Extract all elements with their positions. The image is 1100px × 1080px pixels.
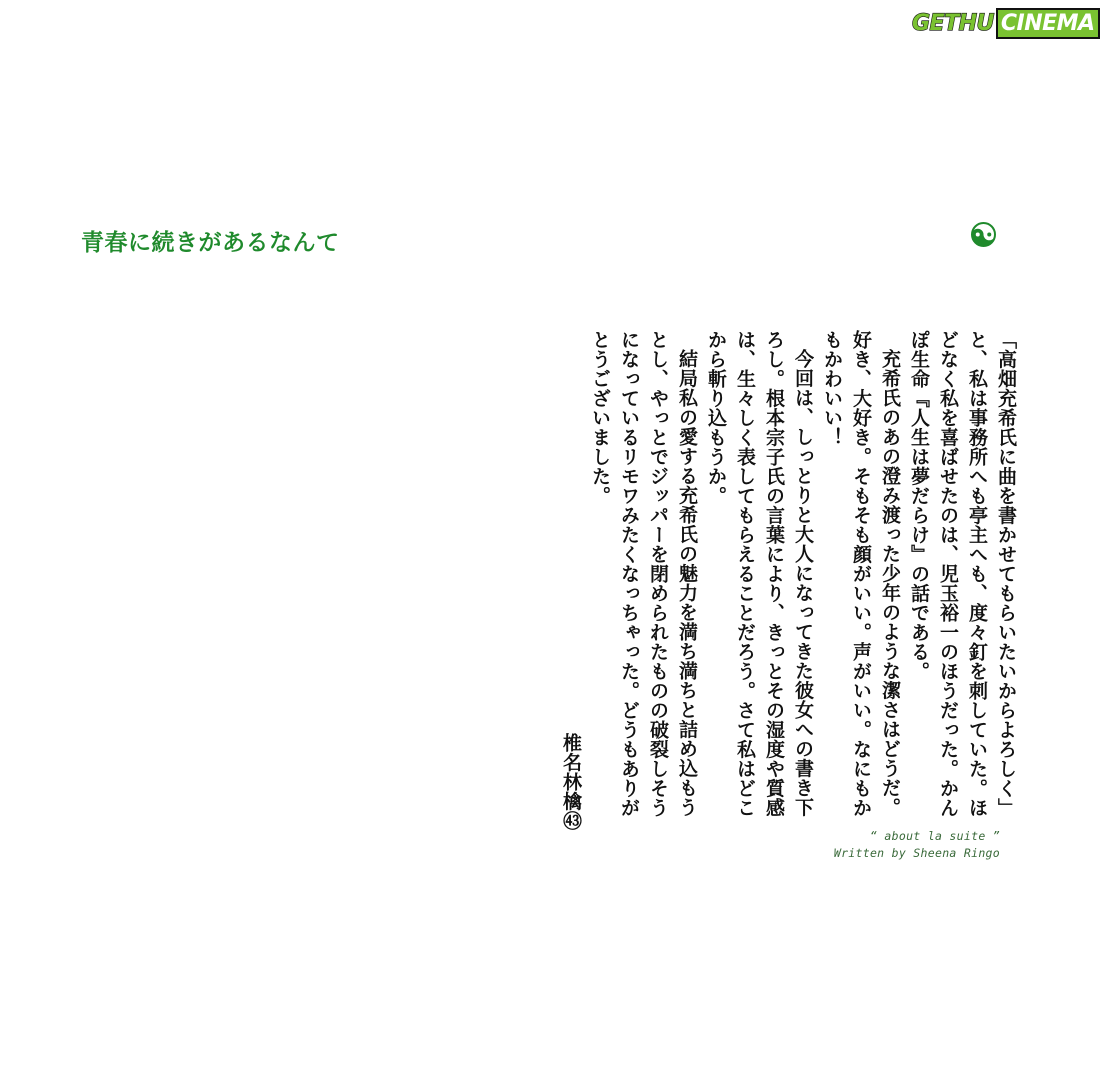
gethu-cinema-logo [912,4,1095,42]
credit-line-author: Written by Sheena Ringo [833,846,1000,860]
essay-paragraph-3: 今回は、しっとりと大人になってきた彼女への書き下ろし。根本宗子氏の言葉により、きっとその湿度や質感は、生々しく表してもらえることだろう。さて私はどこから斬り込もうか。 [705,330,814,818]
author-signature: 椎名林檎㊸ [560,732,582,830]
logo-text-secondary: CINEMA [996,8,1100,39]
essay-body [556,330,1020,830]
logo-text-primary: GETHU [912,10,994,36]
page-title: 青春に続きがあるなんて [81,229,340,256]
yin-yang-icon [971,222,996,247]
essay-paragraph-1: 「高畑充希氏に曲を書かせてもらいたいからよろしく」と、私は事務所へも亭主へも、度々釘を刺していた。ほどなく私を喜ばせたのは、児玉裕一のほうだった。かんぽ生命『人生は夢だらけ』の話である。 [908,330,1017,818]
essay-paragraph-2: 充希氏のあの澄み渡った少年のような潔さはどうだ。好き、大好き。そもそも顔がいい。声がいい。なにもかもかわいい！ [821,330,901,818]
essay-paragraph-4: 結局私の愛する充希氏の魅力を満ち満ちと詰め込もうとし、やっとでジッパーを閉められたものの破裂しそうになっているリモワみたくなっちゃった。どうもありがとうございました。 [589,330,698,818]
credit-block [834,828,1000,862]
credit-line-about: “ about la suite ” [869,829,1000,843]
